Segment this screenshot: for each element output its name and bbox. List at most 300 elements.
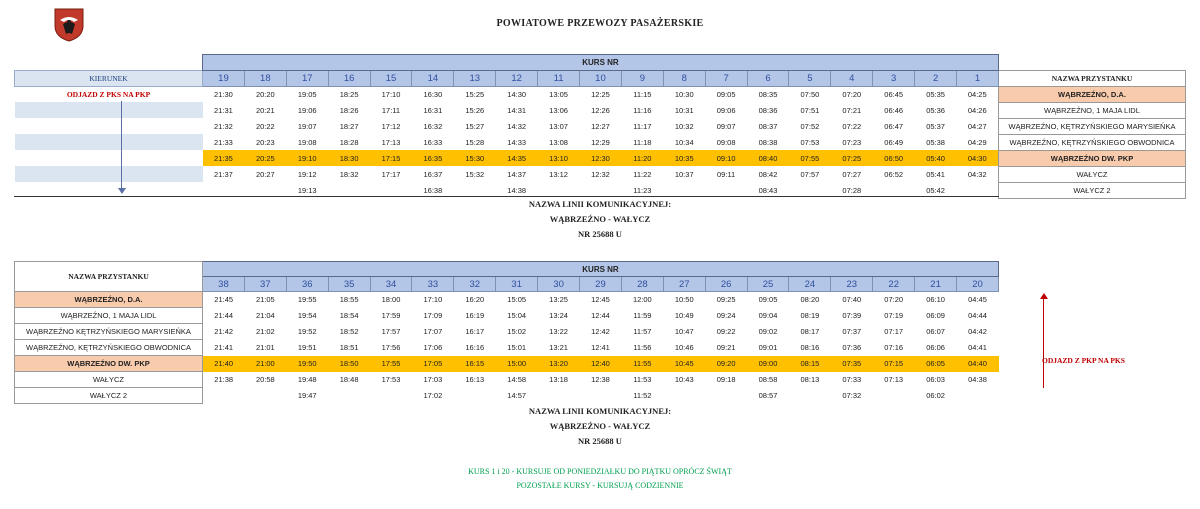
time-cell: 16:31 <box>423 105 443 115</box>
time-cell: 05:41 <box>926 169 945 179</box>
kurs-number: 19 <box>203 70 245 86</box>
time-cell: 07:52 <box>800 121 820 131</box>
time-cell <box>663 388 705 404</box>
kurs-number: 20 <box>957 277 999 292</box>
time-cell: 21:02 <box>255 327 275 336</box>
time-cell: 10:47 <box>674 327 694 336</box>
time-cell: 07:37 <box>842 327 862 336</box>
time-cell: 13:25 <box>549 295 568 305</box>
kurs-number: 26 <box>705 277 747 292</box>
time-cell: 10:34 <box>674 137 694 147</box>
time-cell: 13:21 <box>549 343 568 352</box>
time-cell: 05:40 <box>915 150 957 166</box>
time-cell: 19:10 <box>286 150 328 166</box>
time-cell: 18:00 <box>381 295 401 305</box>
time-cell: 08:16 <box>800 343 820 352</box>
time-cell: 21:42 <box>214 327 234 336</box>
time-cell: 07:35 <box>831 356 873 372</box>
time-cell: 16:30 <box>423 89 443 99</box>
kurs-number: 27 <box>663 277 705 292</box>
time-cell: 15:01 <box>507 343 527 352</box>
kurs-number: 37 <box>244 277 286 292</box>
time-cell: 14:35 <box>496 150 538 166</box>
time-cell: 15:30 <box>454 150 496 166</box>
time-cell: 08:37 <box>758 121 778 131</box>
time-cell: 11:17 <box>633 121 652 131</box>
time-cell: 07:36 <box>842 343 862 352</box>
page-title: POWIATOWE PRZEWOZY PASAŻERSKIE <box>496 18 704 29</box>
station-name: WĄBRZEŹNO, KĘTRZYŃSKIEGO OBWODNICA <box>998 134 1185 150</box>
time-cell: 14:57 <box>507 391 527 400</box>
direction-text: ODJAZD Z PKS NA PKP <box>66 89 151 99</box>
time-cell: 14:31 <box>507 105 527 115</box>
time-cell: 17:15 <box>370 150 412 166</box>
time-cell: 06:45 <box>884 89 904 99</box>
time-cell: 04:41 <box>968 343 987 352</box>
time-cell: 17:56 <box>381 343 401 352</box>
time-cell: 07:17 <box>884 327 904 336</box>
time-cell: 13:12 <box>549 169 568 179</box>
left-cell <box>15 150 203 166</box>
time-cell: 08:35 <box>758 89 778 99</box>
time-cell: 16:17 <box>465 327 485 336</box>
time-cell: 04:44 <box>968 311 987 320</box>
time-cell: 21:30 <box>214 89 233 99</box>
time-cell: 07:55 <box>789 150 831 166</box>
time-cell: 04:26 <box>967 105 987 115</box>
time-cell: 19:50 <box>286 356 328 372</box>
time-cell: 17:11 <box>381 105 401 115</box>
left-cell <box>15 118 203 134</box>
time-cell: 11:55 <box>621 356 663 372</box>
time-cell: 09:06 <box>716 105 736 115</box>
time-cell: 06:09 <box>926 311 945 320</box>
time-cell: 15:25 <box>465 89 485 99</box>
time-cell: 21:35 <box>203 150 245 166</box>
kurs-number: 3 <box>873 70 915 86</box>
time-cell: 18:27 <box>339 121 359 131</box>
time-cell: 09:10 <box>705 150 747 166</box>
time-cell: 13:18 <box>549 375 568 384</box>
table-row <box>15 150 1186 166</box>
time-cell: 09:07 <box>716 121 736 131</box>
kurs-number: 17 <box>286 70 328 86</box>
kurs-number: 9 <box>621 70 663 86</box>
time-cell: 07:51 <box>800 105 820 115</box>
time-cell: 18:32 <box>339 169 359 179</box>
time-cell: 14:37 <box>507 169 527 179</box>
time-cell: 21:33 <box>214 137 233 147</box>
time-cell <box>328 388 370 404</box>
kurs-number: 30 <box>538 277 580 292</box>
time-cell: 19:54 <box>297 311 317 320</box>
time-cell: 13:10 <box>538 150 580 166</box>
time-cell: 07:50 <box>800 89 820 99</box>
time-cell <box>538 388 580 404</box>
time-cell <box>244 388 286 404</box>
time-cell: 16:13 <box>465 375 485 384</box>
station-name: WĄBRZEŹNO, 1 MAJA LIDL <box>998 102 1185 118</box>
time-cell: 13:22 <box>549 327 568 336</box>
time-cell: 09:21 <box>716 343 736 352</box>
time-cell: 06:49 <box>884 137 904 147</box>
time-cell: 10:32 <box>674 121 694 131</box>
kurs-number: 1 <box>957 70 999 86</box>
time-cell: 16:38 <box>423 185 443 195</box>
time-cell: 09:01 <box>758 343 778 352</box>
time-cell: 06:02 <box>926 391 945 400</box>
time-cell: 04:45 <box>968 295 987 305</box>
kurs-number: 36 <box>286 277 328 292</box>
arrow-down-icon <box>118 188 126 194</box>
kurs-number: 2 <box>915 70 957 86</box>
time-cell: 14:38 <box>507 185 527 195</box>
time-cell: 05:42 <box>926 185 945 195</box>
time-cell: 12:42 <box>591 327 610 336</box>
kierunek-header: KIERUNEK <box>15 70 203 86</box>
table-row <box>15 166 1186 182</box>
direction-arrow-line <box>121 101 122 191</box>
table-row <box>15 292 999 308</box>
time-cell: 16:35 <box>412 150 454 166</box>
time-cell: 19:08 <box>297 137 317 147</box>
time-cell <box>454 388 496 404</box>
kurs-number: 38 <box>203 277 245 292</box>
time-cell: 20:21 <box>255 105 275 115</box>
time-cell <box>789 388 831 404</box>
kurs-number: 4 <box>831 70 873 86</box>
time-cell: 06:06 <box>926 343 945 352</box>
time-cell: 09:05 <box>758 295 778 305</box>
time-cell: 10:43 <box>674 375 694 384</box>
kurs-number: 32 <box>454 277 496 292</box>
time-cell <box>705 388 747 404</box>
time-cell: 17:02 <box>423 391 443 400</box>
time-cell: 06:52 <box>884 169 904 179</box>
time-cell: 15:04 <box>507 311 527 320</box>
time-cell: 07:16 <box>884 343 904 352</box>
kurs-number: 31 <box>496 277 538 292</box>
time-cell: 14:33 <box>507 137 527 147</box>
station-name: WĄBRZEŹNO, KĘTRZYŃSKIEGO MARYSIEŃKA <box>998 118 1185 134</box>
kurs-number: 10 <box>580 70 622 86</box>
time-cell: 12:38 <box>591 375 610 384</box>
time-cell: 21:38 <box>214 375 234 384</box>
time-cell: 19:52 <box>297 327 317 336</box>
time-cell: 12:27 <box>591 121 610 131</box>
time-cell: 19:06 <box>297 105 317 115</box>
time-cell: 09:18 <box>716 375 736 384</box>
time-cell: 13:20 <box>538 356 580 372</box>
kurs-number: 5 <box>789 70 831 86</box>
time-cell: 18:30 <box>328 150 370 166</box>
kurs-number: 24 <box>789 277 831 292</box>
time-cell: 09:02 <box>758 327 778 336</box>
station-name: WĄBRZEŹNO, 1 MAJA LIDL <box>15 308 203 324</box>
time-cell: 21:41 <box>214 343 234 352</box>
time-cell: 13:05 <box>549 89 568 99</box>
time-cell: 17:55 <box>370 356 412 372</box>
time-cell: 17:10 <box>381 89 401 99</box>
time-cell: 05:37 <box>926 121 945 131</box>
direction-text-return: ODJAZD Z PKP NA PKS <box>1042 356 1125 365</box>
time-cell: 17:09 <box>423 311 443 320</box>
spacer-cell <box>15 55 203 71</box>
kurs-number: 29 <box>580 277 622 292</box>
table-row <box>15 102 1186 118</box>
time-cell: 11:52 <box>633 391 652 400</box>
time-cell: 12:40 <box>580 356 622 372</box>
nazwa-przystanku-header-2: NAZWA PRZYSTANKU <box>15 262 203 292</box>
table-row <box>15 308 999 324</box>
time-cell <box>873 388 915 404</box>
time-cell: 20:25 <box>244 150 286 166</box>
station-name: WAŁYCZ <box>15 372 203 388</box>
kurs-header: KURS NR <box>203 55 999 71</box>
time-cell <box>580 388 622 404</box>
time-cell: 17:05 <box>412 356 454 372</box>
time-cell: 07:13 <box>884 375 904 384</box>
time-cell: 04:29 <box>967 137 987 147</box>
station-name: WĄBRZEŹNO, KĘTRZYŃSKIEGO OBWODNICA <box>15 340 203 356</box>
time-cell: 18:52 <box>339 327 359 336</box>
time-cell: 07:39 <box>842 311 862 320</box>
kurs-number: 6 <box>747 70 789 86</box>
time-cell: 18:48 <box>339 375 359 384</box>
time-cell: 15:00 <box>496 356 538 372</box>
time-cell: 18:54 <box>339 311 359 320</box>
time-cell: 19:47 <box>297 391 317 400</box>
time-cell: 21:04 <box>255 311 275 320</box>
time-cell: 21:00 <box>244 356 286 372</box>
line-route: WĄBRZEŹNO - WAŁYCZ <box>549 214 651 224</box>
time-cell: 09:24 <box>716 311 736 320</box>
time-cell: 08:57 <box>758 391 778 400</box>
time-cell: 10:50 <box>674 295 694 305</box>
time-cell: 20:27 <box>255 169 275 179</box>
kurs-number: 25 <box>747 277 789 292</box>
kurs-number: 33 <box>412 277 454 292</box>
station-name: WĄBRZEŹNO, D.A. <box>998 86 1185 102</box>
left-cell <box>15 134 203 150</box>
time-cell: 21:31 <box>214 105 233 115</box>
time-cell: 14:32 <box>507 121 527 131</box>
time-cell: 19:48 <box>297 375 317 384</box>
note-weekday: KURS 1 i 20 - KURSUJE OD PONIEDZIAŁKU DO PIĄTKU OPRÓCZ ŚWIĄT <box>468 467 732 476</box>
time-cell: 21:45 <box>214 295 234 305</box>
time-cell: 11:57 <box>633 327 652 336</box>
time-cell: 15:27 <box>465 121 485 131</box>
station-name: WAŁYCZ 2 <box>998 182 1185 198</box>
time-cell: 09:00 <box>747 356 789 372</box>
spacer-cell <box>998 55 1185 71</box>
time-cell: 15:02 <box>507 327 527 336</box>
time-cell: 17:13 <box>381 137 401 147</box>
table-row <box>15 134 1186 150</box>
time-cell: 11:59 <box>633 311 652 320</box>
time-cell: 10:37 <box>674 169 694 179</box>
time-cell: 14:58 <box>507 375 527 384</box>
left-cell <box>15 166 203 182</box>
time-cell: 07:20 <box>884 295 904 305</box>
kurs-number: 28 <box>621 277 663 292</box>
line-number: NR 25688 U <box>578 229 622 239</box>
time-cell: 07:27 <box>842 169 862 179</box>
time-cell: 19:07 <box>297 121 317 131</box>
time-cell: 10:35 <box>663 150 705 166</box>
time-cell: 08:40 <box>747 150 789 166</box>
time-cell: 11:53 <box>633 375 652 384</box>
time-cell: 09:05 <box>716 89 736 99</box>
time-cell: 15:32 <box>465 169 485 179</box>
time-cell: 17:57 <box>381 327 401 336</box>
table-row <box>15 324 999 340</box>
time-cell: 16:16 <box>465 343 485 352</box>
time-cell: 07:25 <box>831 150 873 166</box>
time-cell: 09:08 <box>716 137 736 147</box>
kurs-number: 12 <box>496 70 538 86</box>
time-cell: 07:15 <box>873 356 915 372</box>
time-cell: 06:03 <box>926 375 945 384</box>
time-cell: 04:38 <box>968 375 987 384</box>
time-cell: 09:11 <box>717 169 736 179</box>
time-cell: 21:44 <box>214 311 234 320</box>
time-cell: 12:26 <box>591 105 610 115</box>
time-cell: 20:23 <box>255 137 275 147</box>
time-cell: 15:26 <box>465 105 485 115</box>
time-cell: 08:19 <box>800 311 820 320</box>
time-cell: 21:40 <box>203 356 245 372</box>
time-cell: 20:22 <box>255 121 275 131</box>
time-cell: 08:36 <box>758 105 778 115</box>
station-name: WĄBRZEŹNO KĘTRZYŃSKIEGO MARYSIEŃKA <box>15 324 203 340</box>
time-cell: 18:26 <box>339 105 359 115</box>
time-cell: 21:05 <box>255 295 275 305</box>
time-cell: 16:19 <box>465 311 485 320</box>
table-row <box>15 356 999 372</box>
table-row <box>15 86 1186 102</box>
timetable-return <box>14 261 999 404</box>
time-cell: 10:30 <box>674 89 694 99</box>
kurs-number: 22 <box>873 277 915 292</box>
time-cell: 07:20 <box>842 89 862 99</box>
time-cell: 08:43 <box>758 185 778 195</box>
time-cell: 04:25 <box>967 89 987 99</box>
kurs-number: 34 <box>370 277 412 292</box>
time-cell: 17:59 <box>381 311 401 320</box>
time-cell: 04:40 <box>957 356 999 372</box>
station-name: WĄBRZEŹNO DW. PKP <box>998 150 1185 166</box>
time-cell: 06:47 <box>884 121 904 131</box>
time-cell: 08:42 <box>758 169 778 179</box>
time-cell: 06:10 <box>926 295 945 305</box>
time-cell: 09:22 <box>716 327 736 336</box>
time-cell: 08:17 <box>800 327 820 336</box>
line-name-label-2: NAZWA LINII KOMUNIKACYJNEJ: <box>528 406 672 416</box>
kurs-number: 23 <box>831 277 873 292</box>
time-cell: 19:13 <box>297 185 317 195</box>
time-cell: 09:25 <box>716 295 736 305</box>
time-cell: 18:25 <box>339 89 359 99</box>
time-cell: 07:40 <box>842 295 862 305</box>
time-cell: 12:45 <box>591 295 610 305</box>
time-cell: 21:01 <box>255 343 275 352</box>
time-cell: 10:45 <box>663 356 705 372</box>
time-cell: 10:46 <box>674 343 694 352</box>
note-daily: POZOSTAŁE KURSY - KURSUJĄ CODZIENNIE <box>516 481 684 490</box>
time-cell: 08:13 <box>800 375 820 384</box>
station-name: WAŁYCZ <box>998 166 1185 182</box>
time-cell: 11:18 <box>633 137 652 147</box>
time-cell: 08:15 <box>789 356 831 372</box>
timetable-outbound <box>14 54 1186 199</box>
time-cell: 10:31 <box>674 105 694 115</box>
time-cell: 04:42 <box>968 327 987 336</box>
time-cell: 11:20 <box>621 150 663 166</box>
time-cell: 07:33 <box>842 375 862 384</box>
line-number-2: NR 25688 U <box>578 436 622 446</box>
left-cell <box>15 102 203 118</box>
time-cell: 06:05 <box>915 356 957 372</box>
time-cell: 07:28 <box>842 185 862 195</box>
kurs-number: 18 <box>244 70 286 86</box>
time-cell: 07:19 <box>884 311 904 320</box>
time-cell: 08:58 <box>758 375 778 384</box>
time-cell: 07:53 <box>800 137 820 147</box>
time-cell: 16:20 <box>465 295 485 305</box>
time-cell: 05:38 <box>926 137 945 147</box>
time-cell: 06:46 <box>884 105 904 115</box>
time-cell: 04:27 <box>967 121 987 131</box>
time-cell: 15:28 <box>465 137 485 147</box>
time-cell: 16:37 <box>423 169 443 179</box>
time-cell: 04:30 <box>957 150 999 166</box>
time-cell <box>203 388 245 404</box>
time-cell: 13:07 <box>549 121 568 131</box>
time-cell: 17:17 <box>381 169 401 179</box>
time-cell: 16:32 <box>423 121 443 131</box>
time-cell: 17:10 <box>423 295 443 305</box>
kurs-number: 35 <box>328 277 370 292</box>
time-cell: 07:23 <box>842 137 862 147</box>
kurs-number: 13 <box>454 70 496 86</box>
time-cell: 19:12 <box>297 169 317 179</box>
time-cell: 07:57 <box>800 169 820 179</box>
line-route-2: WĄBRZEŹNO - WAŁYCZ <box>549 421 651 431</box>
kurs-number: 11 <box>538 70 580 86</box>
time-cell: 18:28 <box>339 137 359 147</box>
time-cell: 20:20 <box>255 89 275 99</box>
kurs-number: 14 <box>412 70 454 86</box>
time-cell: 16:15 <box>454 356 496 372</box>
time-cell: 12:41 <box>591 343 610 352</box>
time-cell: 19:05 <box>297 89 317 99</box>
time-cell: 13:06 <box>549 105 568 115</box>
kurs-number: 7 <box>705 70 747 86</box>
arrow-up-icon <box>1040 293 1048 299</box>
time-cell: 13:24 <box>549 311 568 320</box>
time-cell: 13:08 <box>549 137 568 147</box>
table-row <box>15 388 999 404</box>
time-cell: 12:29 <box>591 137 610 147</box>
time-cell: 17:12 <box>381 121 401 131</box>
time-cell: 09:04 <box>758 311 778 320</box>
time-cell: 17:06 <box>423 343 443 352</box>
kurs-header-2: KURS NR <box>203 262 999 277</box>
time-cell: 04:32 <box>967 169 987 179</box>
time-cell: 14:30 <box>507 89 527 99</box>
time-cell: 17:07 <box>423 327 443 336</box>
